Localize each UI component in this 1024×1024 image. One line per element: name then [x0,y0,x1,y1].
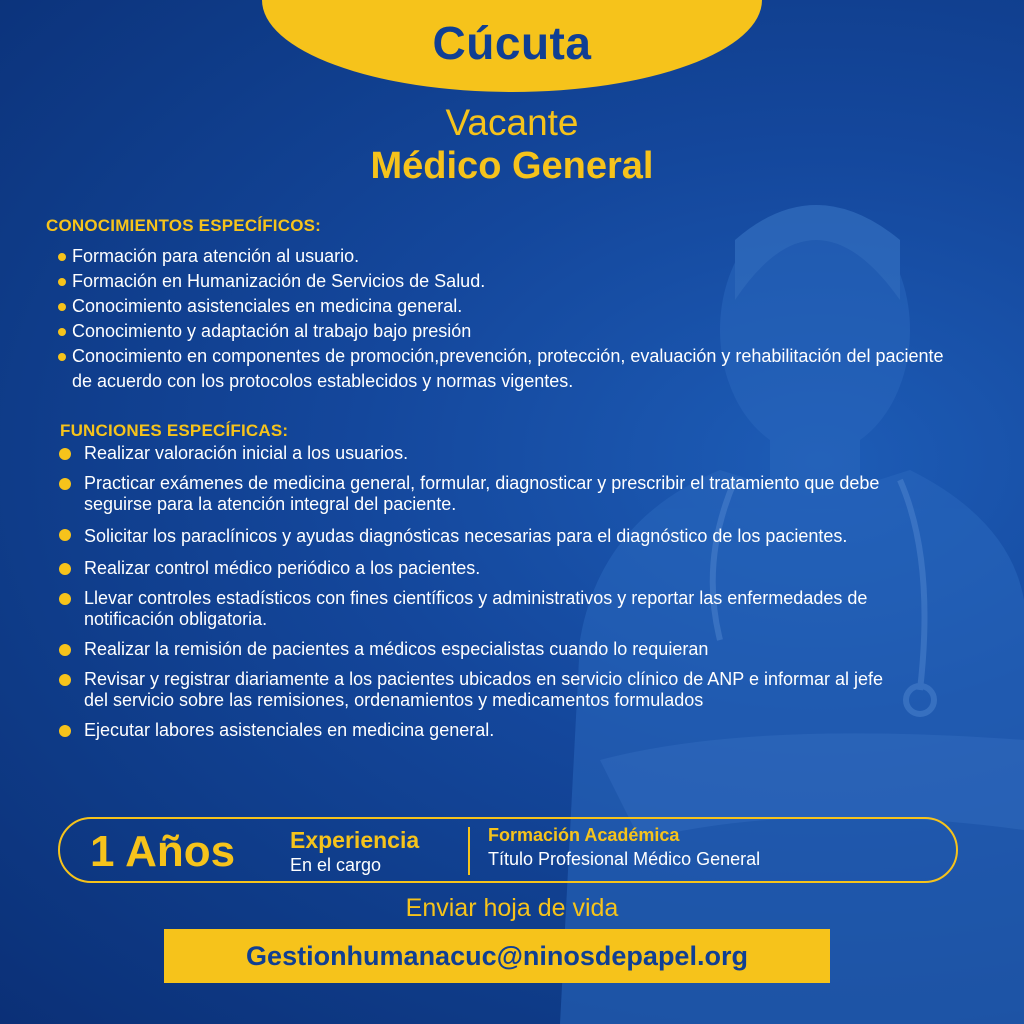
bullet-icon [58,328,66,336]
list-item: Formación en Humanización de Servicios de Salud. [58,269,958,294]
list-item: Realizar control médico periódico a los pacientes. [58,558,898,579]
bullet-icon [59,478,71,490]
bullet-icon [58,278,66,286]
list-item: Llevar controles estadísticos con fines científicos y administrativos y reportar las enfermedades de notificación obligatoria. [58,588,898,630]
bullet-icon [59,674,71,686]
education-value: Título Profesional Médico General [488,849,761,869]
bullet-icon [58,353,66,361]
list-item: Practicar exámenes de medicina general, formular, diagnosticar y prescribir el tratamiento que debe seguirse para la atención integral del paciente. [58,473,898,515]
city-name: Cúcuta [432,17,592,69]
bullet-icon [58,253,66,261]
list-item: Formación para atención al usuario. [58,244,958,269]
list-item: Revisar y registrar diariamente a los pacientes ubicados en servicio clínico de ANP e informar al jefe del servicio sobre las remisiones, ordenamientos y medicamentos formulados [58,669,898,711]
bullet-icon [59,725,71,737]
knowledge-heading: CONOCIMIENTOS ESPECÍFICOS: [46,216,322,235]
list-item: Conocimiento en componentes de promoción,prevención, protección, evaluación y rehabilitación del paciente de acuerdo con los protocolos establecidos y normas vigentes. [58,344,958,394]
education-label: Formación Académica [488,825,680,845]
functions-heading: FUNCIONES ESPECÍFICAS: [60,421,289,440]
divider [468,827,470,875]
list-item: Solicitar los paraclínicos y ayudas diagnósticas necesarias para el diagnóstico de los pacientes. [58,524,898,549]
requirements-pill [58,817,958,883]
bullet-icon [59,448,71,460]
email-link[interactable]: Gestionhumanacuc@ninosdepapel.org [246,940,748,971]
bullet-icon [58,303,66,311]
list-item: Realizar valoración inicial a los usuarios. [58,443,898,464]
bullet-icon [59,644,71,656]
list-item: Realizar la remisión de pacientes a médicos especialistas cuando lo requieran [58,639,898,660]
bullet-icon [59,593,71,605]
job-kicker: Vacante [445,102,579,143]
job-title: Médico General [370,145,654,187]
experience-label: Experiencia [290,827,420,853]
bullet-icon [59,529,71,541]
functions-list [58,443,898,750]
cta-text: Enviar hoja de vida [405,894,619,922]
bullet-icon [59,563,71,575]
experience-years: 1 Años [90,827,236,876]
list-item: Conocimiento asistenciales en medicina general. [58,294,958,319]
email-box[interactable] [164,929,830,983]
list-item: Conocimiento y adaptación al trabajo bajo presión [58,319,958,344]
experience-sub: En el cargo [290,855,382,875]
list-item: Ejecutar labores asistenciales en medicina general. [58,720,898,741]
knowledge-list [58,244,958,394]
